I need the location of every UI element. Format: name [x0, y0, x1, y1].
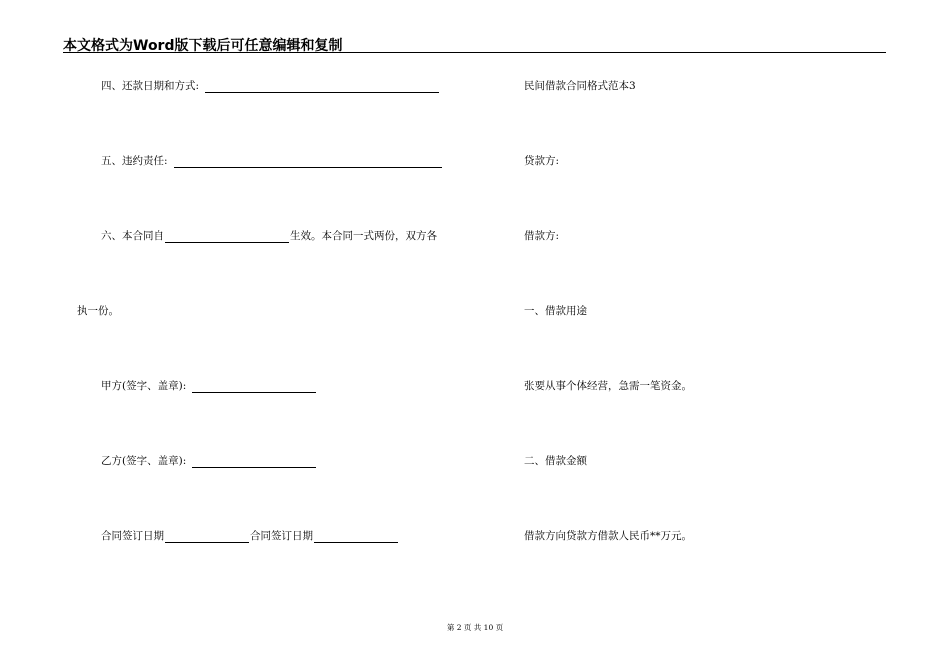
effect-line	[101, 229, 437, 243]
template-title: 民间借款合同格式范本3	[524, 80, 636, 92]
party-a-label: 甲方(签字、盖章):	[101, 380, 187, 392]
section2-body: 借款方向贷款方借款人民币**万元。	[524, 530, 692, 542]
breach-line	[101, 154, 443, 168]
effect-continued-line	[77, 304, 119, 318]
party-b-label: 乙方(签字、盖章):	[101, 455, 187, 467]
sign-date-line	[101, 529, 399, 543]
lender-line	[524, 154, 559, 168]
effect-prefix: 六、本合同自	[101, 230, 164, 242]
repay-blank	[205, 81, 439, 93]
breach-label: 五、违约责任:	[101, 155, 168, 167]
party-b-blank	[192, 456, 316, 468]
party-a-blank	[192, 381, 316, 393]
breach-blank	[174, 156, 442, 168]
effect-suffix: 生效。本合同一式两份，双方各	[290, 230, 437, 242]
document-header-title: 本文格式为Word版下载后可任意编辑和复制	[63, 38, 343, 54]
section2-body-line	[524, 529, 692, 543]
effect-date-blank	[165, 231, 289, 243]
section1-title-line	[524, 304, 587, 318]
section1-body: 张要从事个体经营，急需一笔资金。	[524, 380, 692, 392]
borrower-label: 借款方:	[524, 230, 560, 242]
sign-date-label-1: 合同签订日期	[101, 530, 164, 542]
repay-label: 四、还款日期和方式:	[101, 80, 200, 92]
party-a-line	[101, 379, 317, 393]
party-b-line	[101, 454, 317, 468]
section1-body-line	[524, 379, 692, 393]
sign-date-blank-1	[165, 531, 249, 543]
sign-date-label-2: 合同签订日期	[250, 530, 313, 542]
repay-line	[101, 79, 440, 93]
section1-title: 一、借款用途	[524, 305, 587, 317]
effect-continued: 执一份。	[77, 305, 119, 317]
sign-date-blank-2	[314, 531, 398, 543]
template-title-line	[524, 79, 636, 93]
lender-label: 贷款方:	[524, 155, 560, 167]
header-divider	[63, 52, 886, 53]
page-number-footer: 第 2 页 共 10 页	[446, 623, 504, 632]
section2-title: 二、借款金额	[524, 455, 587, 467]
borrower-line	[524, 229, 559, 243]
section2-title-line	[524, 454, 587, 468]
